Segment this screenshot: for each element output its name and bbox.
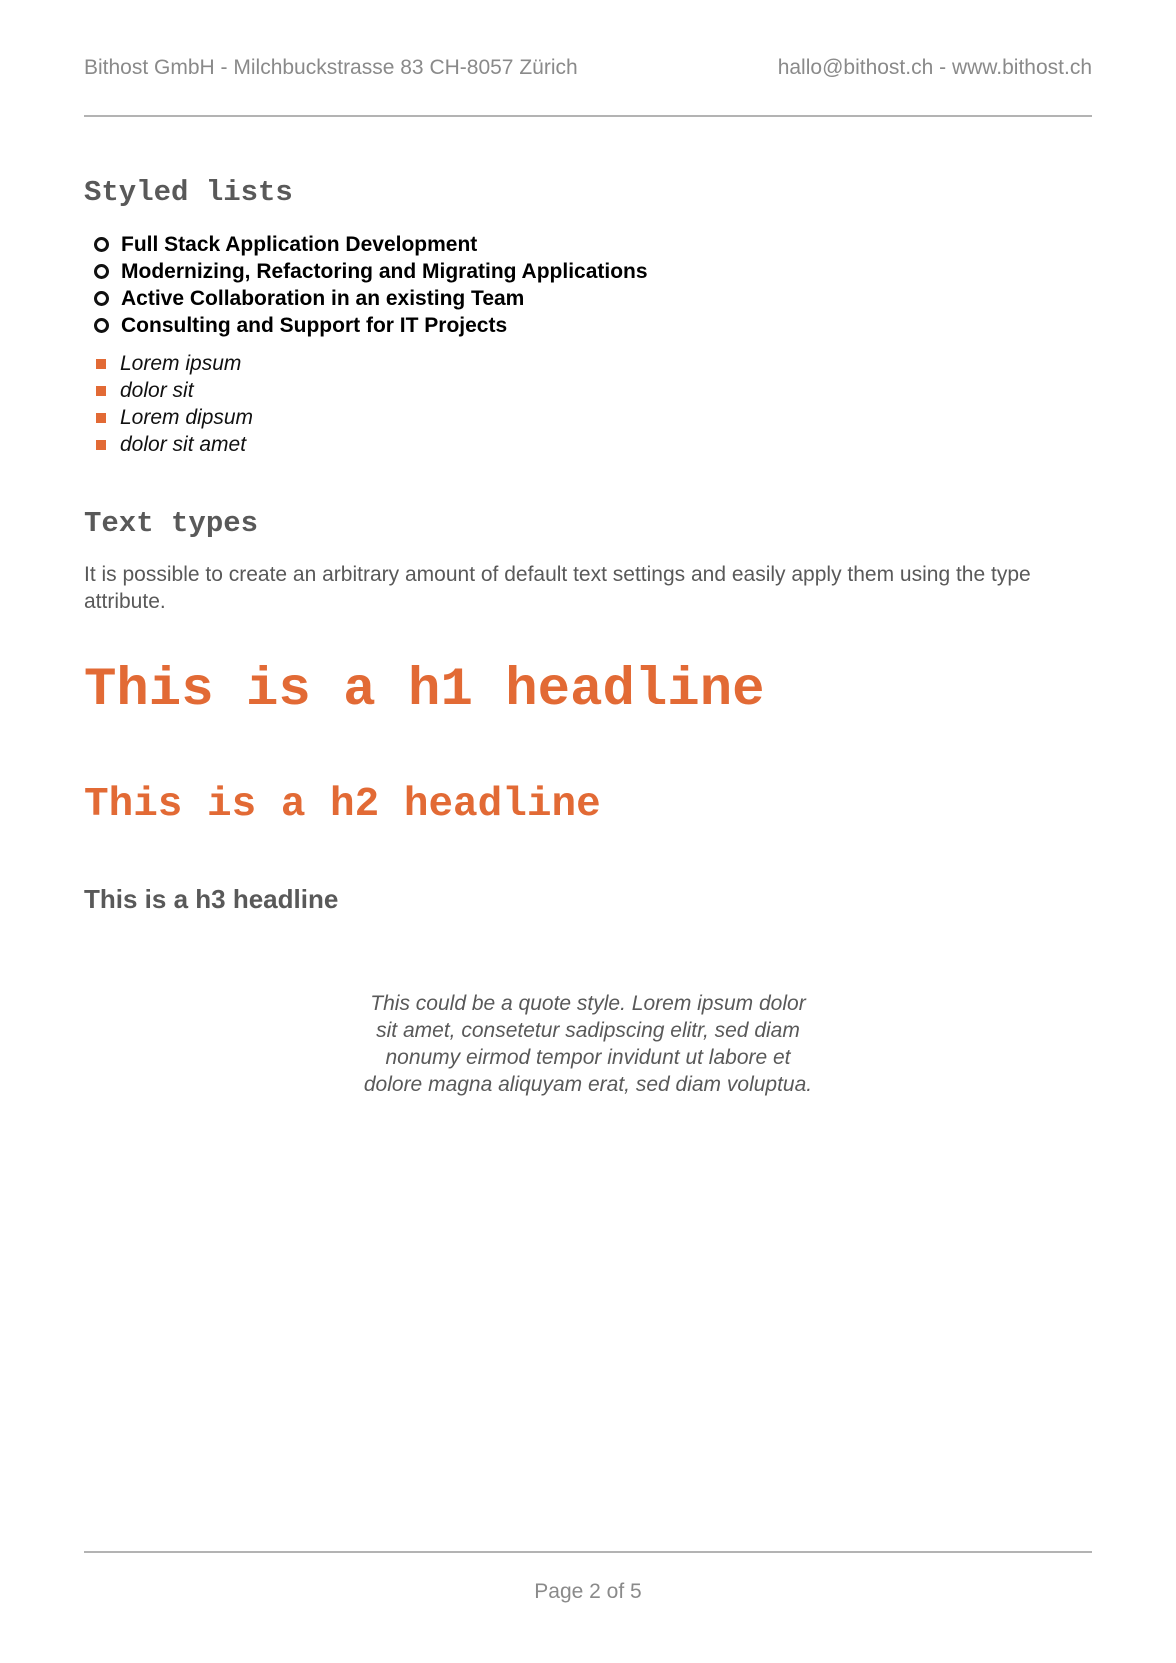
list-item [94,377,253,404]
list-item [94,431,253,458]
circle-bullet-icon [94,318,109,333]
page-header [84,56,1092,80]
list-item [94,312,648,339]
list-item [94,231,648,258]
list-item-text: Lorem ipsum [120,351,242,375]
bold-list [94,231,648,339]
square-bullet-icon [96,359,106,369]
list-item [94,258,648,285]
italic-list [94,350,253,458]
list-item-text: Full Stack Application Development [121,232,478,256]
list-item [94,404,253,431]
header-company-address: Bithost GmbH - Milchbuckstrasse 83 CH-8057 Zürich [84,56,578,79]
h2-headline: This is a h2 headline [84,782,601,828]
circle-bullet-icon [94,291,109,306]
circle-bullet-icon [94,264,109,279]
page-number: Page 2 of 5 [534,1580,642,1603]
list-item-text: Modernizing, Refactoring and Migrating Applications [121,259,648,283]
footer-divider [84,1551,1092,1553]
body-paragraph: It is possible to create an arbitrary amount of default text settings and easily apply them using the type attribute. [84,563,1031,613]
list-item-text: Active Collaboration in an existing Team [121,286,525,310]
h3-headline: This is a h3 headline [84,884,339,914]
square-bullet-icon [96,440,106,450]
list-item [94,350,253,377]
text-types-heading: Text types [84,507,259,540]
list-item-text: Lorem dipsum [120,405,254,429]
header-divider [84,115,1092,117]
h1-headline: This is a h1 headline [84,660,765,721]
square-bullet-icon [96,413,106,423]
document-page [84,0,1092,1663]
styled-lists-heading: Styled lists [84,176,293,209]
header-contact: hallo@bithost.ch - www.bithost.ch [777,56,1092,79]
quote-block: This could be a quote style. Lorem ipsum dolor sit amet, consetetur sadipscing elitr, sed diam nonumy eirmod tempor invidunt ut labore et dolore magna aliquyam erat, sed diam voluptua. [363,992,813,1096]
list-item [94,285,648,312]
list-item-text: dolor sit [120,378,194,402]
list-item-text: dolor sit amet [120,432,247,456]
square-bullet-icon [96,386,106,396]
list-item-text: Consulting and Support for IT Projects [121,313,508,337]
circle-bullet-icon [94,237,109,252]
